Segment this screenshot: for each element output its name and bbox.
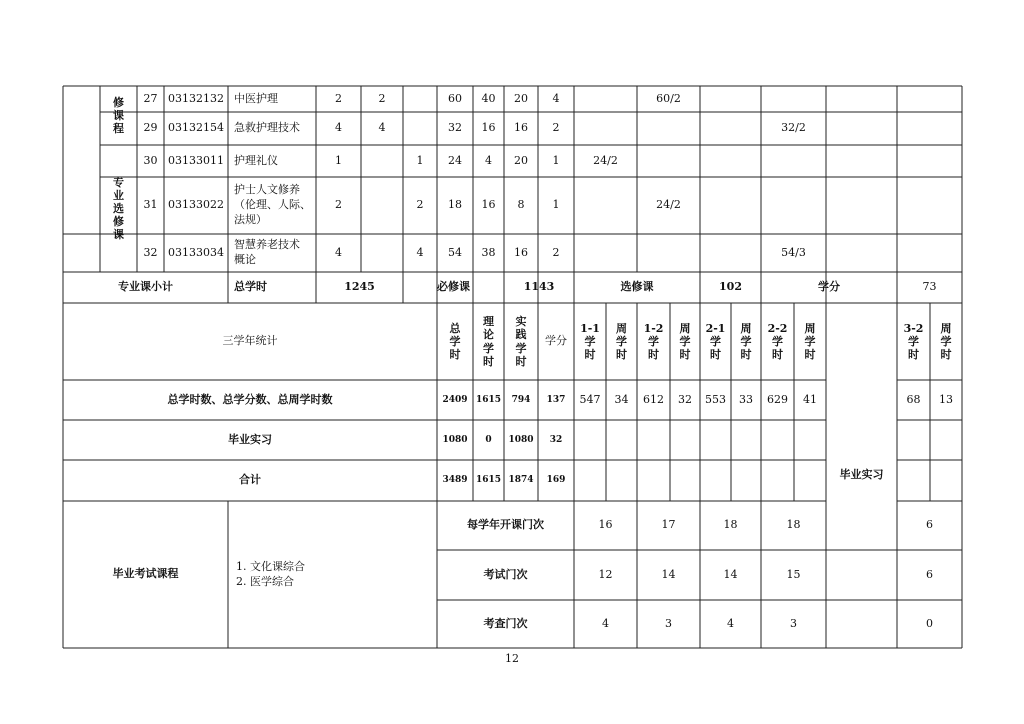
course-theory: 4 (485, 153, 492, 167)
sum-value: 1615 (475, 475, 502, 486)
totals-value: 2409 (442, 394, 468, 405)
exam-label: 毕业考试课程 (112, 567, 179, 581)
course-s12: 24/2 (656, 198, 681, 212)
sum-value: 3489 (442, 475, 468, 486)
totals-value: 68 (906, 392, 921, 406)
stats-col-theory: 理 论 学 时 (483, 315, 494, 368)
exam-value: 14 (723, 567, 738, 581)
totals-value: 34 (614, 392, 629, 406)
stats-col-practice: 实 践 学 时 (515, 315, 527, 368)
exam-value: 4 (727, 616, 734, 630)
internship-value: 32 (549, 434, 563, 445)
totals-value: 1615 (475, 394, 502, 405)
course-practice: 20 (514, 91, 528, 105)
course-total: 54 (448, 245, 462, 259)
exam-row-label: 考查门次 (483, 616, 528, 630)
exam-value: 16 (598, 518, 613, 532)
course-total: 32 (448, 121, 462, 135)
course-s11 (574, 234, 637, 272)
subtotal-required-label: 必修课 (437, 280, 470, 294)
course-theory: 16 (481, 121, 496, 135)
subtotal-total: 1245 (344, 280, 375, 294)
totals-value: 547 (579, 392, 601, 406)
internship-block: 毕业实习 (839, 468, 884, 482)
course-total: 18 (448, 198, 462, 212)
stats-header-label: 三学年统计 (222, 334, 278, 348)
course-s21 (700, 86, 761, 112)
course-s12 (637, 112, 700, 145)
course-c4: 4 (335, 121, 342, 135)
stats-col-week: 周 学 时 (679, 321, 691, 362)
exam-subjects: 1. 文化课综合 2. 医学综合 (236, 559, 305, 588)
totals-value: 33 (739, 392, 753, 406)
exam-value: 18 (786, 518, 801, 532)
exam-row-label: 每学年开课门次 (467, 518, 544, 532)
course-practice: 20 (514, 153, 528, 167)
course-s22 (761, 145, 826, 177)
course-theory: 16 (481, 198, 496, 212)
course-no: 29 (143, 121, 158, 135)
subtotal-required: 1143 (523, 280, 555, 294)
stats-col-week: 周 学 时 (740, 321, 752, 362)
course-s21 (700, 177, 761, 234)
course-c6 (403, 86, 437, 112)
totals-value: 32 (678, 392, 692, 406)
course-s11 (574, 112, 637, 145)
course-s11 (574, 86, 637, 112)
exam-value: 14 (661, 567, 676, 581)
stats-col-week: 周 学 时 (616, 321, 627, 362)
internship-value: 0 (485, 434, 492, 445)
course-theory: 38 (481, 245, 496, 259)
stats-col-credit: 学分 (545, 334, 567, 348)
course-code: 03133034 (168, 245, 224, 259)
course-s11 (574, 177, 637, 234)
course-s22 (761, 177, 826, 234)
course-credit: 4 (552, 91, 560, 105)
course-name: 护士人文修养 （伦理、人际、 法规） (234, 183, 311, 226)
course-code: 03133022 (168, 198, 224, 212)
totals-value: 794 (511, 394, 531, 405)
sum-value: 169 (546, 475, 566, 486)
course-c4: 4 (335, 245, 342, 259)
course-c4: 2 (335, 198, 342, 212)
course-s12: 60/2 (656, 91, 681, 105)
exam-value: 12 (598, 567, 613, 581)
course-code: 03133011 (168, 153, 224, 167)
course-no: 32 (143, 245, 158, 259)
course-no: 30 (143, 153, 158, 167)
stats-col-2-2: 2-2 学 时 (767, 321, 788, 362)
course-s11: 24/2 (593, 153, 618, 167)
internship-row-label: 毕业实习 (228, 432, 272, 446)
exam-value: 0 (926, 616, 933, 630)
subtotal-elective-label: 选修课 (620, 280, 654, 294)
course-practice: 8 (517, 198, 525, 212)
subtotal-credit-label: 学分 (818, 280, 840, 294)
stats-col-1-1: 1-1 学 时 (580, 321, 600, 362)
course-code: 03132154 (168, 121, 224, 135)
course-s21 (700, 112, 761, 145)
totals-value: 13 (939, 392, 953, 406)
course-name: 护理礼仪 (234, 153, 278, 167)
course-s21 (700, 145, 761, 177)
course-code: 03132132 (168, 91, 224, 105)
course-name: 中医护理 (234, 91, 278, 105)
course-s22: 32/2 (781, 121, 806, 135)
course-name: 智慧养老技术 概论 (234, 238, 300, 266)
course-credit: 2 (552, 121, 560, 135)
course-s22: 54/3 (781, 245, 806, 259)
course-c4: 1 (335, 153, 342, 167)
totals-value: 41 (803, 392, 817, 406)
course-c6: 1 (416, 153, 424, 167)
totals-value: 553 (705, 392, 726, 406)
course-practice: 16 (514, 245, 528, 259)
course-total: 60 (448, 91, 462, 105)
exam-value: 18 (723, 518, 738, 532)
course-theory: 40 (481, 91, 496, 105)
stats-col-total: 总 学 时 (449, 321, 461, 362)
stats-col-week: 周 学 时 (940, 321, 952, 362)
internship-value: 1080 (508, 434, 534, 445)
subtotal-credit: 73 (922, 280, 937, 294)
page-number: 12 (505, 652, 519, 665)
exam-value: 17 (661, 518, 676, 532)
subtotal-total-label: 总学时 (234, 280, 267, 294)
totals-value: 612 (643, 392, 664, 406)
course-credit: 1 (552, 198, 560, 212)
course-c6: 4 (416, 245, 424, 259)
totals-value: 137 (546, 394, 566, 405)
group-label-required: 修 课 程 (113, 95, 124, 136)
course-total: 24 (448, 153, 462, 167)
course-no: 31 (143, 198, 158, 212)
exam-value: 4 (602, 616, 609, 630)
totals-row-label: 总学时数、总学分数、总周学时数 (167, 392, 333, 406)
internship-value: 1080 (442, 434, 468, 445)
course-s12 (637, 145, 700, 177)
course-c5 (361, 234, 403, 272)
exam-value: 6 (926, 518, 933, 532)
exam-value: 6 (926, 567, 933, 581)
course-s22 (761, 86, 826, 112)
course-c5: 2 (378, 91, 386, 105)
course-c6: 2 (416, 198, 424, 212)
course-credit: 1 (552, 153, 560, 167)
stats-col-1-2: 1-2 学 时 (643, 321, 664, 362)
subtotal-label: 专业课小计 (118, 280, 173, 294)
exam-value: 3 (665, 616, 672, 630)
exam-value: 3 (790, 616, 797, 630)
sum-row-label: 合计 (239, 473, 261, 487)
course-s12 (637, 234, 700, 272)
course-name: 急救护理技术 (234, 121, 300, 135)
course-c5 (361, 177, 403, 234)
course-s21 (700, 234, 761, 272)
totals-value: 629 (767, 392, 788, 406)
stats-col-week: 周 学 时 (804, 321, 816, 362)
stats-col-3-2: 3-2 学 时 (903, 321, 924, 362)
group-label-elective: 专 业 选 修 课 (113, 175, 124, 242)
course-c5 (361, 145, 403, 177)
stats-col-2-1: 2-1 学 时 (705, 321, 726, 362)
exam-value: 15 (786, 567, 801, 581)
course-c4: 2 (335, 91, 342, 105)
subtotal-elective: 102 (719, 280, 742, 294)
course-no: 27 (143, 91, 158, 105)
exam-row-label: 考试门次 (483, 567, 528, 581)
course-credit: 2 (552, 245, 560, 259)
course-practice: 16 (514, 121, 528, 135)
sum-value: 1874 (508, 475, 534, 486)
course-c5: 4 (378, 121, 386, 135)
course-c6 (403, 112, 437, 145)
